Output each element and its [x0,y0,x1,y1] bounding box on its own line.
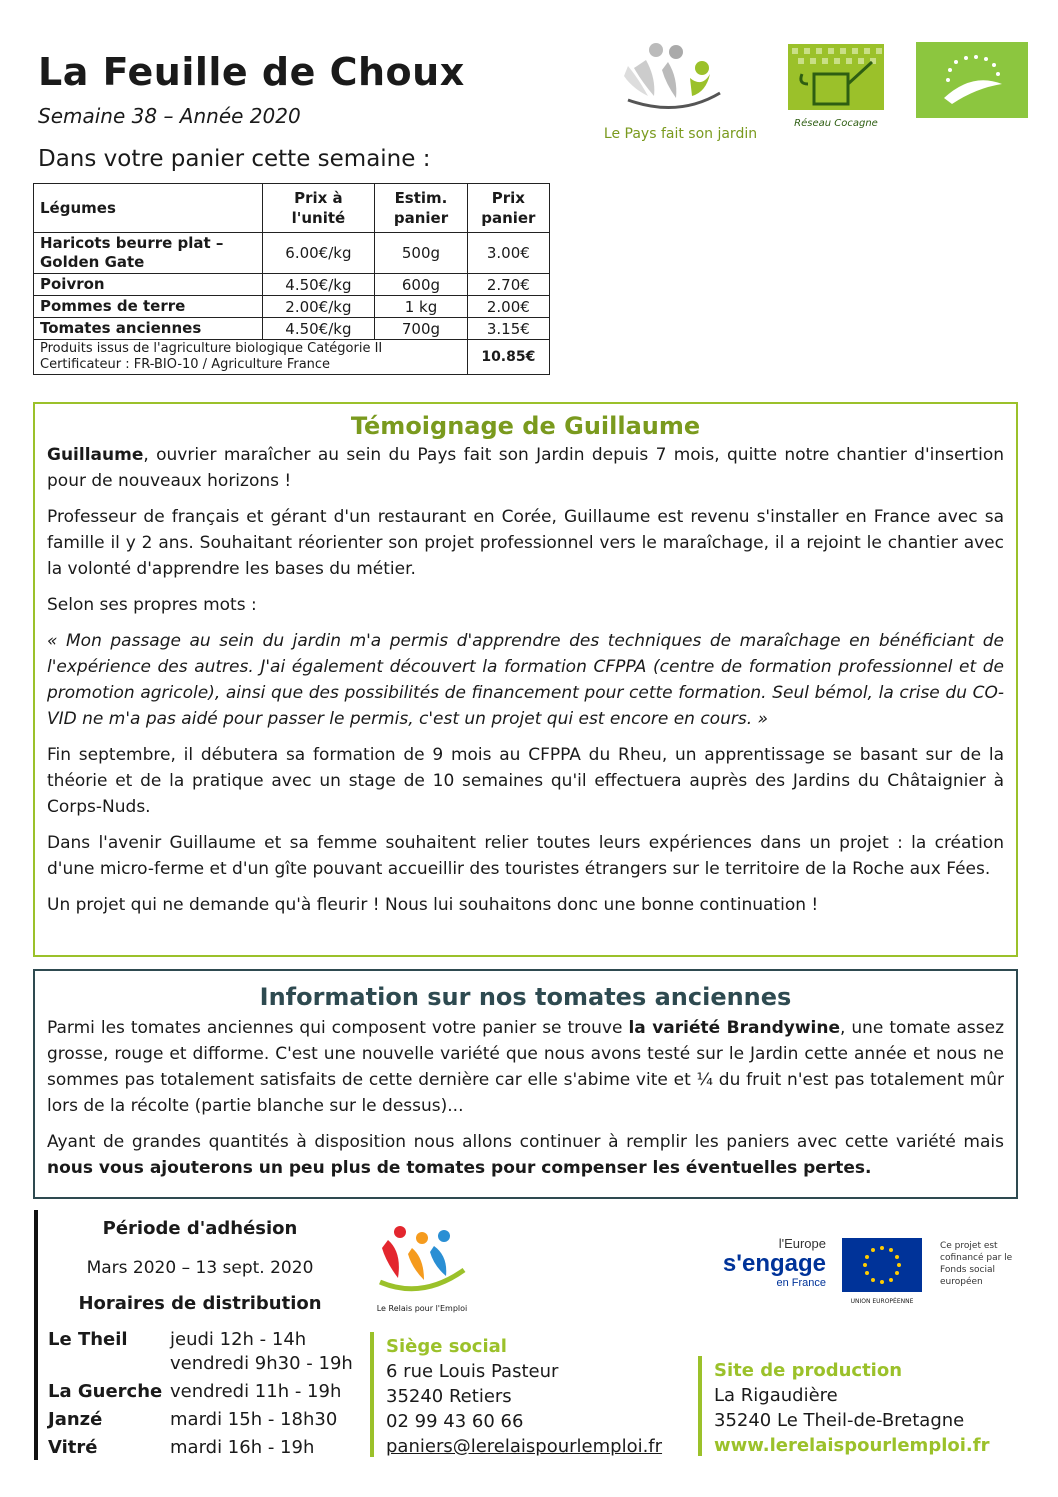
footer-left-divider [34,1210,38,1460]
schedule-row [48,1436,368,1460]
certification-line-1: Produits issus de l'agriculture biologique Catégorie II [40,341,383,356]
price: 2.70€ [467,274,549,296]
brandywine-variety: la variété Brandywine [628,1018,840,1038]
temoignage-paragraph-5: Fin septembre, il débutera sa formation de 9 mois au CFPPA du Rheu, un apprentissage se basant sur de la théorie et de la pratique avec un stage de 10 semaines qu'il effectuera auprès des Jardins du Châtaignier à Corps-Nuds. [47,745,1004,817]
bio-eu-logo [916,42,1028,118]
times: vendredi 11h - 19h [170,1381,342,1402]
p2-start: Ayant de grandes quantités à disposition nous allons continuer à remplir les paniers avec cette variété mais [47,1132,1004,1152]
newsletter-title: La Feuille de Choux [38,50,465,94]
header-legumes: Légumes [34,184,263,233]
header-estim-panier: Estim. panier [375,184,467,233]
times: jeudi 12h - 14h [170,1329,307,1350]
table-row [34,274,550,296]
temoignage-quote: « Mon passage au sein du jardin m'a permis d'apprendre des techniques de maraîchage en bénéficiant de l'expérience des autres. J'ai également découvert la formation CFPPA (centre de formation professionnel et de promotion agricole), ainsi que des possibilités de financement pour cette formation. Seul bémol, la crise du CO-VID ne m'a pas aidé pour passer le permis, c'est un projet qui est encore en cours. » [47,631,1004,729]
tomates-section [33,969,1018,1199]
place: Le Theil [48,1329,128,1350]
temoignage-section [33,402,1018,957]
temoignage-paragraph-7: Un projet qui ne demande qu'à fleurir ! Nous lui souhaitons donc une bonne continuation ! [47,895,819,915]
reseau-cocagne-logo [788,44,884,136]
times: mardi 15h - 18h30 [170,1409,338,1430]
periode-title: Période d'adhésion [102,1218,298,1239]
site-city: 35240 Le Theil-de-Bretagne [714,1410,965,1431]
table-row [34,233,550,274]
tomates-paragraph-1 [47,1015,1004,1119]
schedule-row [48,1380,368,1404]
tomates-title: Information sur nos tomates anciennes [259,983,792,1011]
place: Janzé [48,1409,103,1430]
temoignage-paragraph-1 [47,442,1004,494]
relais-caption: Le Relais pour l'Emploi [376,1304,468,1313]
times: mardi 16h - 19h [170,1437,315,1458]
schedule-row [48,1408,368,1432]
horaires-title: Horaires de distribution [78,1293,322,1314]
price: 3.15€ [467,318,549,340]
tomates-paragraph-2 [47,1129,1004,1181]
vegetable-name: Tomates anciennes [34,318,263,340]
europe-caption-2: s'engage [722,1250,826,1277]
basket-total: 10.85€ [467,340,549,375]
europe-sengage-logo [706,1236,826,1304]
price: 2.00€ [467,296,549,318]
schedule-row [48,1328,368,1352]
siege-block [386,1334,686,1459]
table-row [34,318,550,340]
cocagne-caption: Réseau Cocagne [794,118,878,129]
table-header-row [34,184,550,233]
table-footer-row [34,340,550,375]
site-place: La Rigaudière [714,1385,838,1406]
siege-address: 6 rue Louis Pasteur [386,1361,559,1382]
pays-logo-caption: Le Pays fait son jardin [603,126,758,142]
table-row [34,296,550,318]
estimate: 700g [375,318,467,340]
ue-caption: UNION EUROPÉENNE [850,1298,914,1305]
schedule-row [48,1352,368,1376]
vegetable-name: Poivron [34,274,263,296]
website-link[interactable]: www.lerelaispourlemploi.fr [714,1435,990,1456]
temoignage-paragraph-3: Selon ses propres mots : [47,595,257,615]
estimate: 500g [375,233,467,274]
siege-divider [370,1332,374,1457]
vegetable-name: Pommes de terre [34,296,263,318]
temoignage-title: Témoignage de Guillaume [350,412,701,440]
place: La Guerche [48,1381,163,1402]
week-subtitle: Semaine 38 – Année 2020 [38,104,301,128]
site-block [714,1358,1034,1458]
times: vendredi 9h30 - 19h [170,1353,353,1374]
site-label: Site de production [714,1360,903,1381]
site-divider [698,1356,702,1456]
eu-flag-logo [842,1238,922,1304]
pays-fait-son-jardin-logo [598,38,763,142]
siege-label: Siège social [386,1336,507,1357]
p1-start: Parmi les tomates anciennes qui composent votre panier se trouve [47,1018,629,1038]
periode-dates: Mars 2020 – 13 sept. 2020 [86,1258,314,1278]
temoignage-paragraph-6: Dans l'avenir Guillaume et sa femme souhaitent relier toutes leurs expériences dans un projet : la création d'une micro-ferme et d'un gîte pouvant accueillir des touristes étrangers sur le territoire de la Roche aux Fées. [47,833,1004,879]
unit-price: 6.00€/kg [262,233,375,274]
paragraph-1-text: , ouvrier maraîcher au sein du Pays fait son Jardin depuis 7 mois, quitte notre chantier d'insertion pour de nouveaux horizons ! [47,445,1004,491]
header-prix-panier: Prix panier [467,184,549,233]
europe-caption-3: en France [776,1277,826,1289]
temoignage-paragraph-2: Professeur de français et gérant d'un restaurant en Corée, Guillaume est revenu s'installer en France avec sa famille il y 2 ans. Souhaitant réorienter son projet professionnel vers le maraîchage, il a rejoint le chantier avec la volonté d'apprendre les bases du métier. [47,507,1004,579]
europe-caption-1: l'Europe [778,1236,826,1251]
estimate: 600g [375,274,467,296]
certification-line-2: Certificateur : FR-BIO-10 / Agriculture France [40,357,331,372]
place: Vitré [48,1437,98,1458]
price: 3.00€ [467,233,549,274]
p1-rest: , une tomate assez grosse, rouge et difforme. C'est une nouvelle variété que nous avons testé sur le Jardin cette année et nous ne sommes pas totalement satisfaits de cette dernière car elle s'abime vite et ¼ du fruit n'est pas totalement mûr lors de la récolte (partie blanche sur le dessus)... [47,1018,1005,1116]
siege-email-link[interactable]: paniers@lerelaispourlemploi.fr [386,1436,663,1457]
basket-heading: Dans votre panier cette semaine : [38,146,431,172]
siege-phone: 02 99 43 60 66 [386,1411,524,1432]
guillaume-name: Guillaume [47,445,144,465]
schedule-list [48,1328,368,1460]
relais-pour-emploi-logo [372,1222,472,1314]
place [48,1352,170,1376]
vegetable-name: Haricots beurre plat – Golden Gate [34,233,263,274]
fse-note: Ce projet est cofinancé par le Fonds social européen [940,1241,1013,1287]
header-prix-unite: Prix à l'unité [262,184,375,233]
unit-price: 2.00€/kg [262,296,375,318]
unit-price: 4.50€/kg [262,318,375,340]
basket-table [33,183,550,375]
estimate: 1 kg [375,296,467,318]
certification-note [34,340,468,375]
siege-city: 35240 Retiers [386,1386,512,1407]
p2-bold: nous vous ajouterons un peu plus de tomates pour compenser les éventuelles pertes. [47,1158,872,1178]
unit-price: 4.50€/kg [262,274,375,296]
